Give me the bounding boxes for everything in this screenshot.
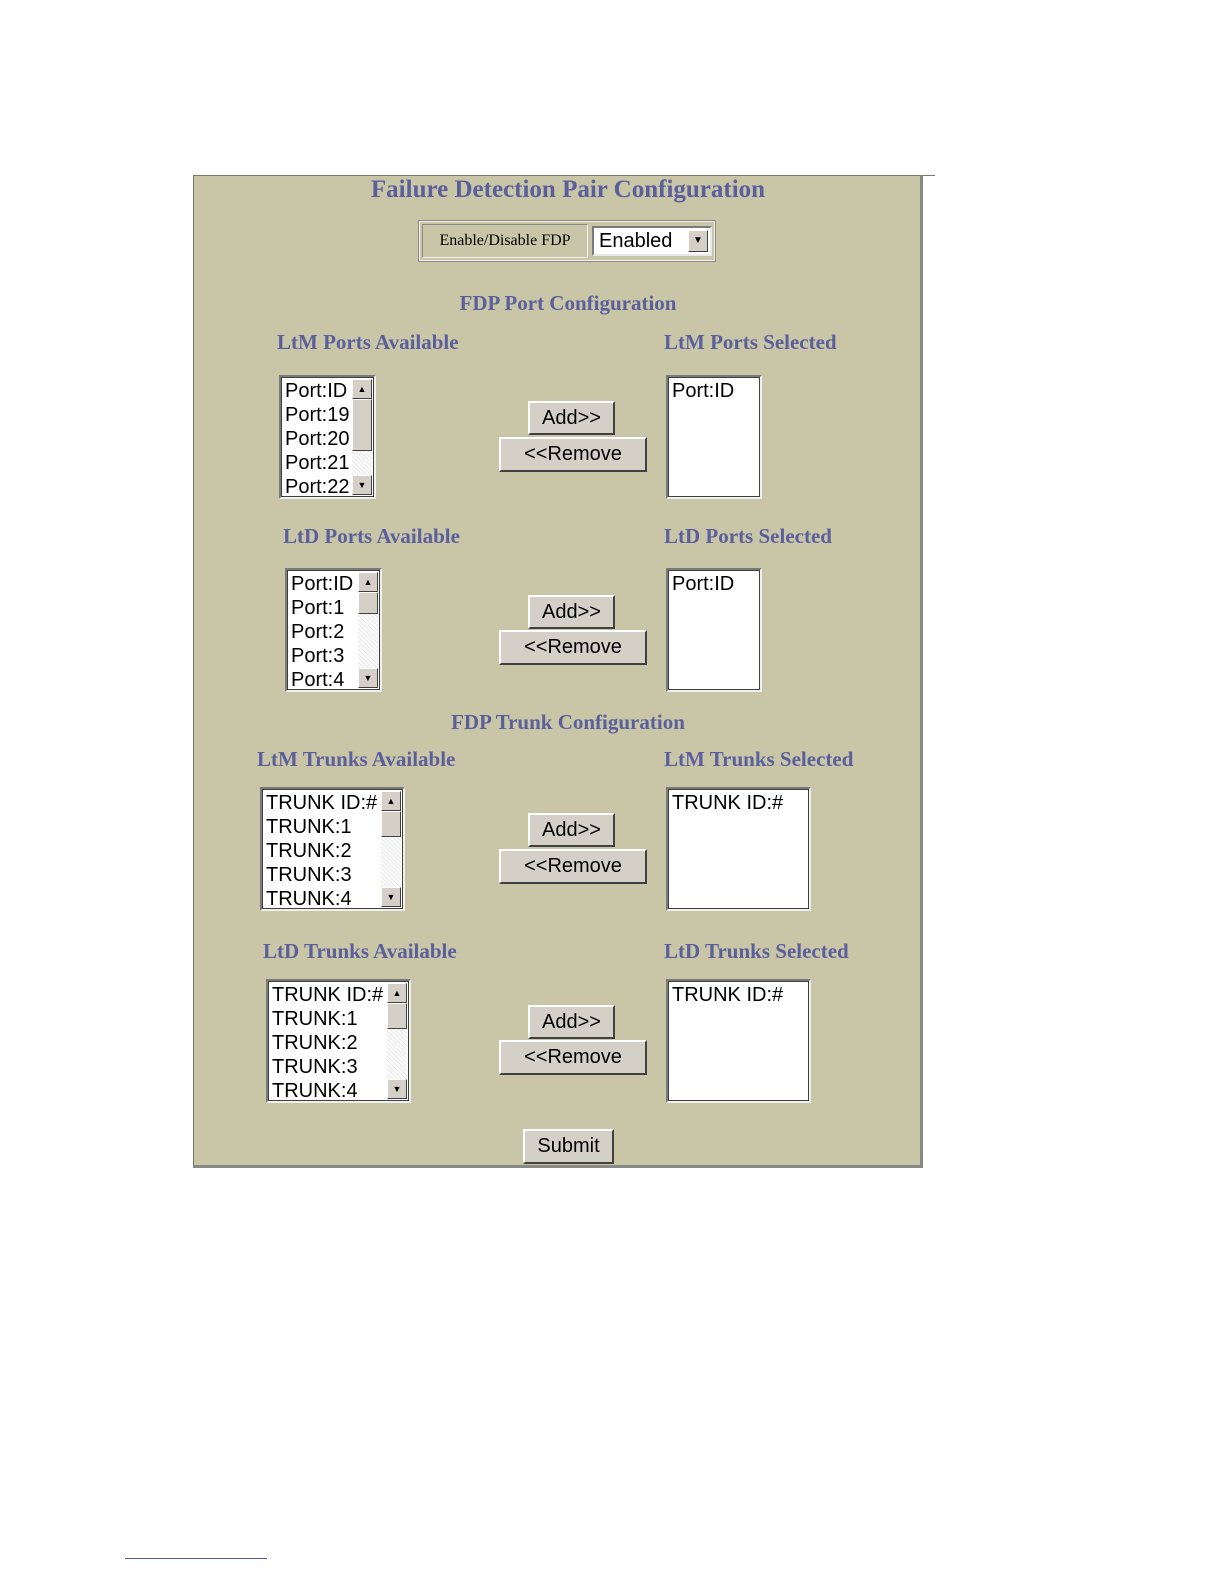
trunk-section-title: FDP Trunk Configuration [451,710,685,734]
enable-fdp-label: Enable/Disable FDP [422,224,588,258]
ltd-trunks-remove-button[interactable]: <<Remove [499,1040,647,1075]
list-item[interactable]: Port:22 [285,476,350,498]
list-item[interactable]: TRUNK:1 [266,816,352,838]
ltm-trunks-available-label: LtM Trunks Available [257,747,456,771]
ltd-ports-remove-button[interactable]: <<Remove [499,630,647,665]
submit-button[interactable]: Submit [523,1129,614,1164]
scrollbar[interactable] [381,791,401,907]
scrollbar[interactable] [387,983,407,1099]
ltd-trunks-available-list[interactable] [266,979,411,1103]
ltm-trunks-selected-list[interactable] [666,787,811,911]
list-item[interactable]: TRUNK:3 [272,1056,358,1078]
ltm-ports-selected-label: LtM Ports Selected [664,330,837,354]
list-item[interactable]: TRUNK ID:# [266,792,378,814]
scroll-up-icon[interactable]: ▲ [358,572,378,592]
list-item[interactable]: TRUNK ID:# [272,984,384,1006]
scroll-thumb[interactable] [358,592,378,614]
list-item[interactable]: Port:ID [285,380,348,402]
scroll-down-icon[interactable]: ▼ [358,668,378,688]
ltm-trunks-remove-button[interactable]: <<Remove [499,849,647,884]
scroll-down-icon[interactable]: ▼ [352,475,372,495]
list-item[interactable]: TRUNK:2 [266,840,352,862]
ltd-trunks-selected-label: LtD Trunks Selected [664,939,849,963]
ltm-ports-available-list[interactable] [279,375,376,499]
list-item[interactable]: Port:ID [672,380,735,402]
list-item[interactable]: Port:4 [291,669,345,691]
enable-fdp-row [419,221,715,261]
ltm-trunks-add-button[interactable]: Add>> [528,813,615,847]
list-item[interactable]: TRUNK ID:# [672,984,784,1006]
ltm-ports-available-label: LtM Ports Available [277,330,459,354]
scroll-thumb[interactable] [352,399,372,451]
ltd-ports-available-list[interactable] [285,568,382,692]
footnote-rule [125,1558,267,1559]
scroll-thumb[interactable] [381,811,401,837]
list-item[interactable]: Port:19 [285,404,350,426]
ltd-ports-selected-label: LtD Ports Selected [664,524,832,548]
scrollbar[interactable] [352,379,372,495]
ltd-ports-selected-list[interactable] [666,568,762,692]
list-item[interactable]: Port:ID [672,573,735,595]
ltm-ports-remove-button[interactable]: <<Remove [499,437,647,472]
ltd-trunks-available-label: LtD Trunks Available [263,939,457,963]
list-item[interactable]: Port:2 [291,621,345,643]
list-item[interactable]: Port:3 [291,645,345,667]
list-item[interactable]: Port:ID [291,573,354,595]
list-item[interactable]: Port:20 [285,428,350,450]
ltm-ports-add-button[interactable]: Add>> [528,401,615,435]
list-item[interactable]: TRUNK:1 [272,1008,358,1030]
ltd-ports-add-button[interactable]: Add>> [528,595,615,629]
scroll-thumb[interactable] [387,1003,407,1029]
list-item[interactable]: TRUNK:3 [266,864,352,886]
scroll-up-icon[interactable]: ▲ [352,379,372,399]
ltm-ports-selected-list[interactable] [666,375,762,499]
port-section-title: FDP Port Configuration [459,291,677,315]
list-item[interactable]: TRUNK:4 [272,1080,358,1102]
list-item[interactable]: TRUNK:4 [266,888,352,910]
scroll-up-icon[interactable]: ▲ [387,983,407,1003]
ltd-trunks-selected-list[interactable] [666,979,811,1103]
enable-fdp-select[interactable] [592,226,712,256]
list-item[interactable]: Port:1 [291,597,345,619]
enable-fdp-value: Enabled [599,230,673,252]
scroll-down-icon[interactable]: ▼ [381,887,401,907]
list-item[interactable]: Port:21 [285,452,350,474]
list-item[interactable]: TRUNK ID:# [672,792,784,814]
ltd-ports-available-label: LtD Ports Available [283,524,460,548]
ltm-trunks-selected-label: LtM Trunks Selected [664,747,854,771]
page-title: Failure Detection Pair Configuration [370,176,766,203]
panel-edge [923,175,935,176]
ltm-trunks-available-list[interactable] [260,787,405,911]
ltd-trunks-add-button[interactable]: Add>> [528,1005,615,1039]
scrollbar[interactable] [358,572,378,688]
list-item[interactable]: TRUNK:2 [272,1032,358,1054]
scroll-up-icon[interactable]: ▲ [381,791,401,811]
scroll-down-icon[interactable]: ▼ [387,1079,407,1099]
chevron-down-icon[interactable]: ▼ [688,230,708,252]
